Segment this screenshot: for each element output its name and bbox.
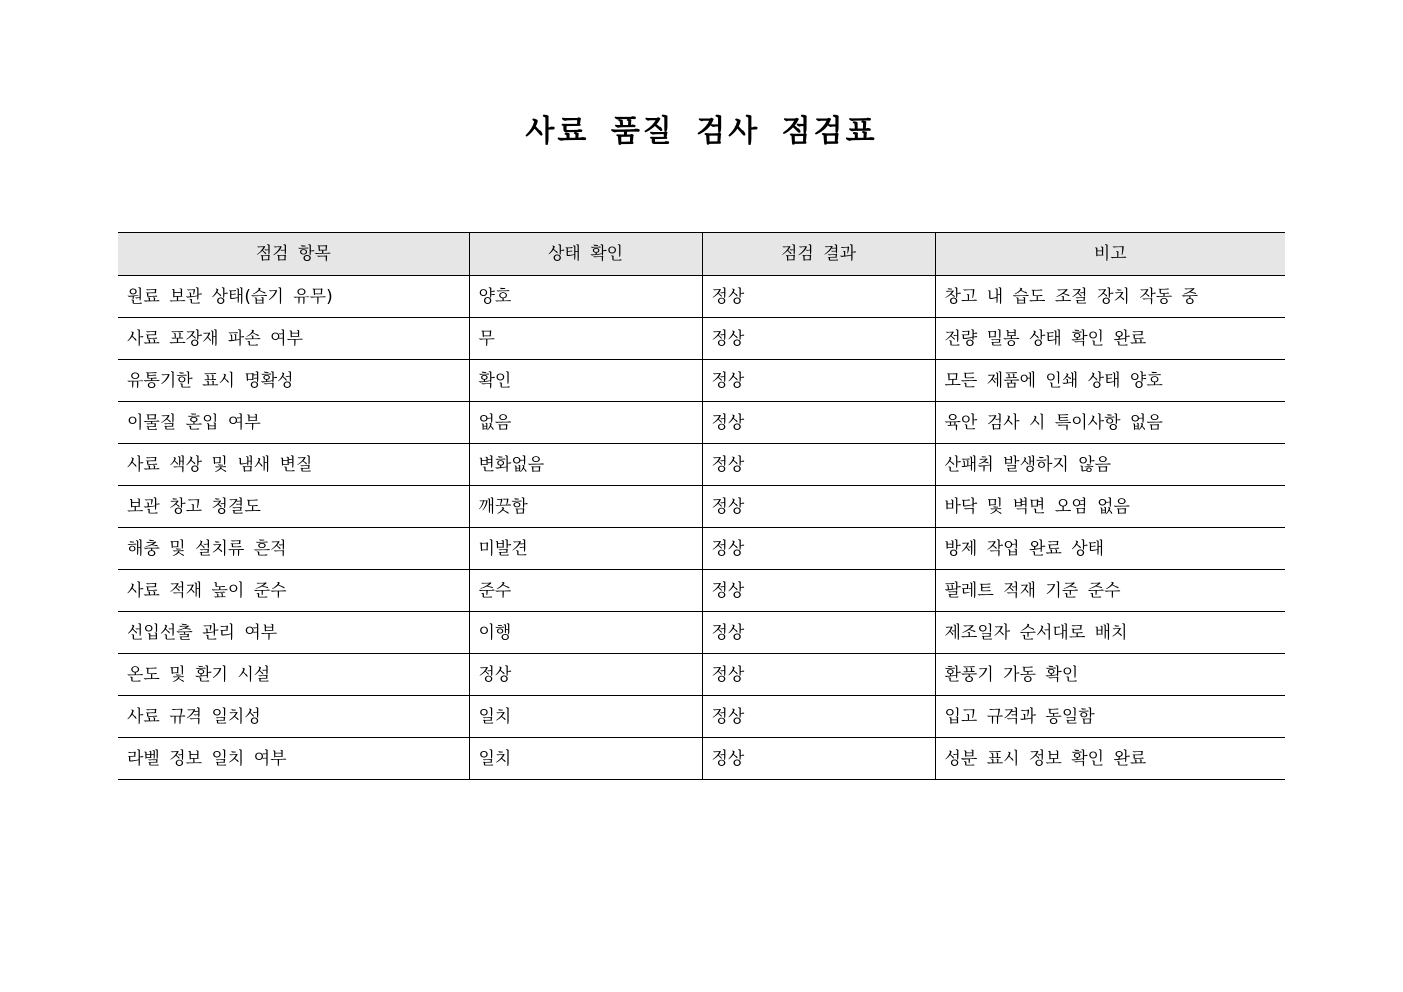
cell-inspection-item: 사료 색상 및 냄새 변질 [118,444,469,486]
cell-inspection-item: 해충 및 설치류 흔적 [118,528,469,570]
cell-status-check: 변화없음 [469,444,702,486]
table-row [118,654,1285,696]
cell-status-check: 이행 [469,612,702,654]
cell-inspection-result: 정상 [702,654,935,696]
cell-inspection-result: 정상 [702,402,935,444]
cell-inspection-result: 정상 [702,528,935,570]
cell-inspection-item: 이물질 혼입 여부 [118,402,469,444]
table-row [118,612,1285,654]
cell-inspection-item: 온도 및 환기 시설 [118,654,469,696]
table-row [118,444,1285,486]
table-row [118,738,1285,780]
cell-status-check: 미발견 [469,528,702,570]
cell-status-check: 정상 [469,654,702,696]
cell-inspection-item: 사료 포장재 파손 여부 [118,318,469,360]
cell-remarks: 방제 작업 완료 상태 [935,528,1285,570]
cell-status-check: 확인 [469,360,702,402]
header-inspection-result: 점검 결과 [702,233,935,276]
cell-remarks: 모든 제품에 인쇄 상태 양호 [935,360,1285,402]
cell-remarks: 제조일자 순서대로 배치 [935,612,1285,654]
cell-remarks: 산패취 발생하지 않음 [935,444,1285,486]
table-row [118,318,1285,360]
cell-inspection-item: 라벨 정보 일치 여부 [118,738,469,780]
cell-remarks: 환풍기 가동 확인 [935,654,1285,696]
table-row [118,486,1285,528]
cell-inspection-result: 정상 [702,486,935,528]
cell-remarks: 팔레트 적재 기준 준수 [935,570,1285,612]
cell-status-check: 없음 [469,402,702,444]
cell-remarks: 바닥 및 벽면 오염 없음 [935,486,1285,528]
cell-status-check: 준수 [469,570,702,612]
cell-inspection-item: 원료 보관 상태(습기 유무) [118,276,469,318]
table-header-row [118,233,1285,276]
cell-inspection-result: 정상 [702,696,935,738]
cell-status-check: 무 [469,318,702,360]
cell-inspection-result: 정상 [702,318,935,360]
table-row [118,402,1285,444]
table-row [118,276,1285,318]
cell-status-check: 일치 [469,738,702,780]
cell-inspection-result: 정상 [702,738,935,780]
header-remarks: 비고 [935,233,1285,276]
cell-remarks: 입고 규격과 동일함 [935,696,1285,738]
table-row [118,696,1285,738]
inspection-table [118,232,1285,780]
table-row [118,360,1285,402]
cell-remarks: 전량 밀봉 상태 확인 완료 [935,318,1285,360]
cell-status-check: 양호 [469,276,702,318]
cell-inspection-item: 사료 적재 높이 준수 [118,570,469,612]
table-row [118,528,1285,570]
cell-inspection-result: 정상 [702,360,935,402]
cell-inspection-result: 정상 [702,570,935,612]
cell-inspection-item: 선입선출 관리 여부 [118,612,469,654]
cell-inspection-result: 정상 [702,444,935,486]
cell-status-check: 일치 [469,696,702,738]
cell-inspection-item: 유통기한 표시 명확성 [118,360,469,402]
cell-inspection-result: 정상 [702,612,935,654]
cell-inspection-item: 사료 규격 일치성 [118,696,469,738]
cell-inspection-item: 보관 창고 청결도 [118,486,469,528]
header-status-check: 상태 확인 [469,233,702,276]
cell-status-check: 깨끗함 [469,486,702,528]
page-title: 사료 품질 검사 점검표 [525,114,878,149]
cell-inspection-result: 정상 [702,276,935,318]
table-row [118,570,1285,612]
header-inspection-item: 점검 항목 [118,233,469,276]
cell-remarks: 성분 표시 정보 확인 완료 [935,738,1285,780]
cell-remarks: 창고 내 습도 조절 장치 작동 중 [935,276,1285,318]
cell-remarks: 육안 검사 시 특이사항 없음 [935,402,1285,444]
